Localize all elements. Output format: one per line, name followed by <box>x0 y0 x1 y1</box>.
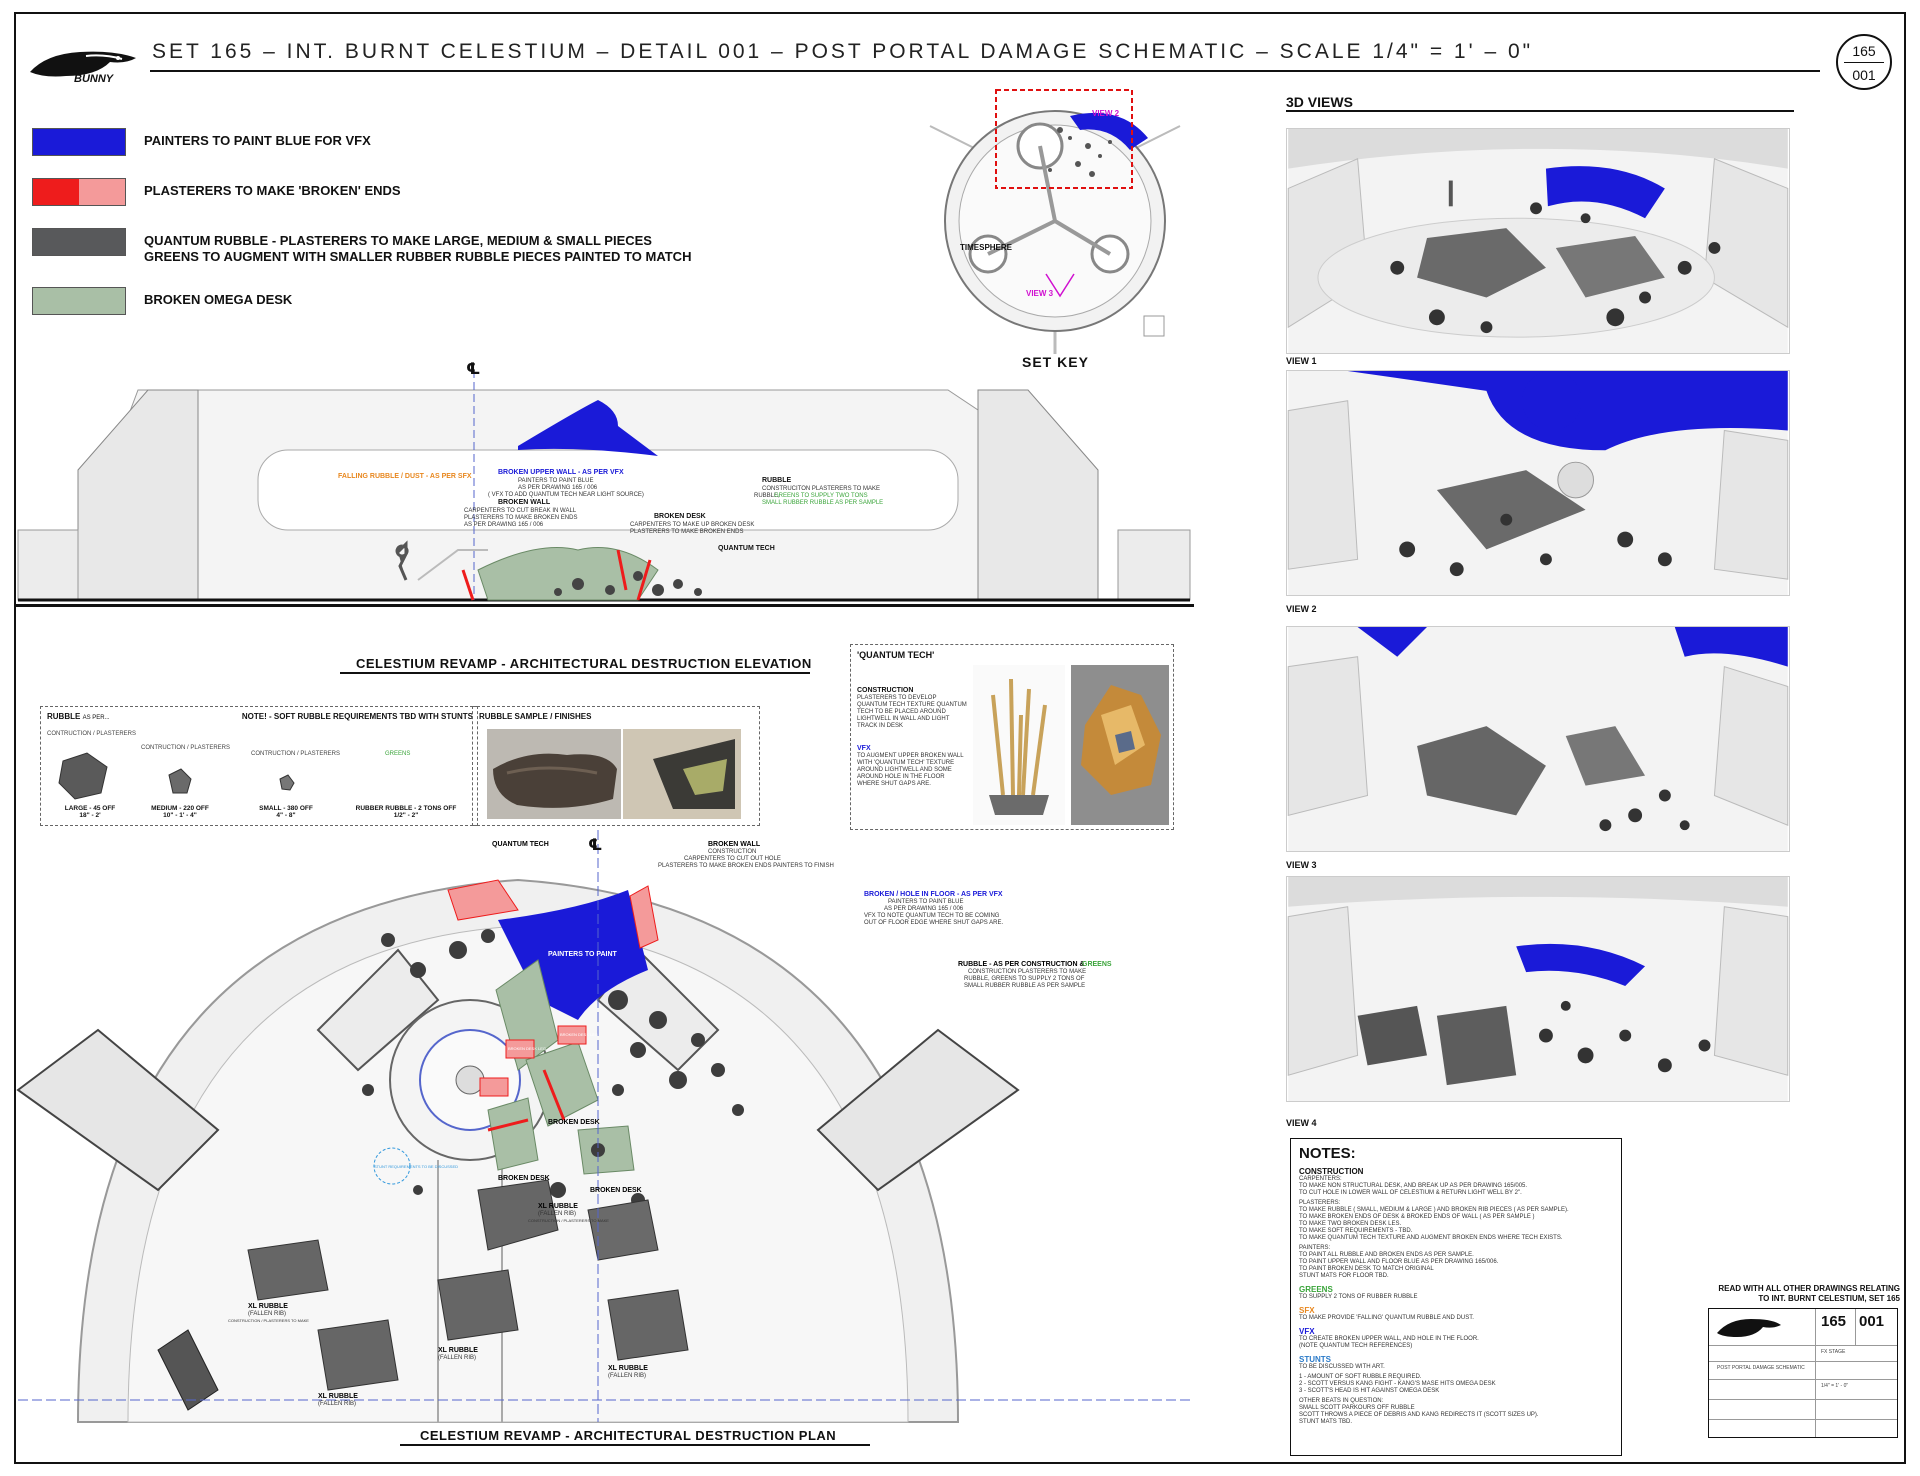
quantum-tech-vfx-heading: VFX <box>857 745 871 752</box>
quantum-tech-head: 'QUANTUM TECH' <box>857 650 935 660</box>
rubble-rubber-caption <box>341 805 471 819</box>
legend-label: PAINTERS TO PAINT BLUE FOR VFX <box>144 133 371 148</box>
rubble-sample-photo-2 <box>623 729 741 819</box>
notes-text: 2 - SCOTT VERSUS KANG FIGHT - KANG'S MASE HITS OMEGA DESK <box>1299 1381 1496 1387</box>
sheet-number: 165 <box>1852 43 1876 59</box>
plan-rubble-note: RUBBLE, GREENS TO SUPPLY 2 TONS OF <box>964 976 1085 982</box>
plan-broken-wall-note: CARPENTERS TO CUT OUT HOLE <box>684 856 781 862</box>
rubble-rubber-qty: RUBBER RUBBLE - 2 TONS OFF <box>355 805 457 812</box>
elevation-broken-wall-note: CARPENTERS TO CUT BREAK IN WALL <box>464 508 577 514</box>
view-2-render <box>1286 370 1790 596</box>
plan-broken-desk-label: BROKEN DESK <box>498 1175 550 1182</box>
sheet-title: SET 165 – INT. BURNT CELESTIUM – DETAIL 001 – POST PORTAL DAMAGE SCHEMATIC – SCALE 1/4" = 1' – 0" <box>152 40 1534 63</box>
elevation-upper-wall-note: ( VFX TO ADD QUANTUM TECH NEAR LIGHT SOURCE) <box>488 492 644 498</box>
title-block-stage: FX STAGE <box>1821 1349 1846 1355</box>
plan-broken-desk-label: BROKEN DESK <box>590 1187 642 1194</box>
view-2-label: VIEW 2 <box>1286 604 1317 614</box>
notes-text: 1 - AMOUNT OF SOFT RUBBLE REQUIRED. <box>1299 1374 1422 1380</box>
elevation-upper-wall-title: BROKEN UPPER WALL - AS PER VFX <box>498 469 624 476</box>
quantum-tech-vfx-text: TO AUGMENT UPPER BROKEN WALL WITH 'QUANTUM TECH' TEXTURE AROUND LIGHTWELL AND SOME AROUND HOLE IN THE FLOOR WHERE SHUT GAPS ARE. <box>857 753 964 787</box>
plan-xl-rubble-label: XL RUBBLE <box>438 1347 478 1354</box>
rubble-greens-sub: GREENS <box>385 751 411 757</box>
legend-label: PLASTERERS TO MAKE 'BROKEN' ENDS <box>144 183 401 198</box>
plan-title-underline <box>400 1444 870 1446</box>
rubble-small-caption <box>241 805 331 819</box>
legend-label: BROKEN OMEGA DESK <box>144 292 293 307</box>
sheet-sub-number: 001 <box>1852 67 1876 83</box>
plan-xl-rubble-label: XL RUBBLE <box>538 1203 578 1210</box>
rubble-small-qty: SMALL - 380 OFF <box>259 805 313 812</box>
set-key-view3-label: VIEW 3 <box>1026 289 1054 298</box>
rubble-panel-head-text: RUBBLE <box>47 712 81 721</box>
notes-text: PLASTERERS: <box>1299 1200 1341 1206</box>
quantum-tech-photo-1 <box>973 665 1065 825</box>
legend-item-vfx-blue <box>32 128 752 156</box>
rubble-large-caption <box>45 805 135 819</box>
rubble-panel-head <box>47 712 110 721</box>
plan-hole-note: OUT OF FLOOR EDGE WHERE SHUT GAPS ARE. <box>864 920 1004 926</box>
plan-desk-leg-label: BROKEN DESK LEG <box>560 1032 599 1037</box>
legend-swatch-grey <box>32 228 126 256</box>
legend-item-omega-desk <box>32 287 752 315</box>
plan-rubble-note: CONSTRUCTION PLASTERERS TO MAKE <box>968 969 1087 975</box>
quantum-tech-construction-heading: CONSTRUCTION <box>857 687 914 694</box>
plan-xl-sub: CONSTRUCTION / PLASTERERS TO MAKE <box>228 1318 309 1323</box>
plan-drawing <box>18 830 1190 1422</box>
title-underline <box>150 70 1820 72</box>
legend-item-broken-ends <box>32 178 752 206</box>
plan-xl-rubble-label: XL RUBBLE <box>248 1303 288 1310</box>
elevation-centerline-mark: ℄ <box>466 361 481 378</box>
legend-label: QUANTUM RUBBLE - PLASTERERS TO MAKE LARGE, MEDIUM & SMALL PIECES <box>144 233 652 248</box>
elevation-broken-wall-note: PLASTERERS TO MAKE BROKEN ENDS <box>464 515 578 521</box>
quantum-tech-panel <box>850 644 1174 830</box>
quantum-tech-construction-text: PLASTERERS TO DEVELOP QUANTUM TECH TEXTURE QUANTUM TECH TO BE PLACED AROUND LIGHTWELL IN WALL AND LIGHT TRACK IN DESK <box>857 695 967 729</box>
rubble-sample-head: RUBBLE SAMPLE / FINISHES <box>479 712 592 721</box>
plan-title: CELESTIUM REVAMP - ARCHITECTURAL DESTRUCTION PLAN <box>420 1428 837 1443</box>
notes-greens-heading: GREENS <box>1299 1285 1333 1294</box>
rubble-medium-sub: CONTRUCTION / PLASTERERS <box>141 745 231 751</box>
rubble-small-icon <box>277 773 297 793</box>
notes-text: TO SUPPLY 2 TONS OF RUBBER RUBBLE <box>1299 1294 1418 1300</box>
rubble-sample-photo-1 <box>487 729 621 819</box>
view-3-render <box>1286 626 1790 852</box>
notes-text: TO MAKE SOFT REQUIREMENTS - TBD. <box>1299 1228 1413 1234</box>
notes-text: SCOTT THROWS A PIECE OF DEBRIS AND KANG REDIRECTS IT (SCOTT SIZES UP). <box>1299 1412 1539 1418</box>
title-block-logo-icon <box>1715 1315 1785 1341</box>
rubble-medium-icon <box>165 767 195 797</box>
rubble-rubber-size: 1/2" - 2" <box>393 812 419 819</box>
view-4-label: VIEW 4 <box>1286 1118 1317 1128</box>
plan-hole-note: VFX TO NOTE QUANTUM TECH TO BE COMING <box>864 913 1000 919</box>
rubble-panel-note: NOTE! - SOFT RUBBLE REQUIREMENTS TBD WITH STUNTS <box>241 712 473 721</box>
elevation-broken-desk-note: CARPENTERS TO MAKE UP BROKEN DESK <box>630 522 755 528</box>
rubble-large-size: 18" - 2' <box>79 812 101 819</box>
elevation-title: CELESTIUM REVAMP - ARCHITECTURAL DESTRUCTION ELEVATION <box>356 656 812 671</box>
read-with-line-1: READ WITH ALL OTHER DRAWINGS RELATING <box>1718 1284 1900 1293</box>
notes-text: TO MAKE NON STRUCTURAL DESK, AND BREAK UP AS PER DRAWING 165/005. <box>1299 1183 1528 1189</box>
rubble-large-qty: LARGE - 45 OFF <box>64 805 116 812</box>
elevation-broken-desk-note: PLASTERERS TO MAKE BROKEN ENDS <box>630 529 744 535</box>
rubble-medium-qty: MEDIUM - 220 OFF <box>151 805 209 812</box>
quantum-tech-construction <box>857 687 967 730</box>
views-title-underline <box>1286 110 1794 112</box>
plan-xl-rubble-label: XL RUBBLE <box>608 1365 648 1372</box>
read-with-line-2: TO INT. BURNT CELESTIUM, SET 165 <box>1758 1294 1900 1303</box>
legend-swatch-green <box>32 287 126 315</box>
legend-swatch-blue <box>32 128 126 156</box>
set-key-timesphere-label: TIMESPHERE <box>960 243 1013 252</box>
plan-fallen-rib-label: (FALLEN RIB) <box>608 1373 647 1379</box>
plan-fallen-rib-label: (FALLEN RIB) <box>438 1355 477 1361</box>
title-block <box>1708 1308 1898 1438</box>
set-key-plan <box>920 86 1190 356</box>
plan-stunt-note: STUNT REQUIREMENTS TO BE DISCUSSED <box>374 1164 459 1169</box>
elevation-falling-rubble-label: FALLING RUBBLE / DUST - AS PER SFX <box>338 473 472 480</box>
view-3-label: VIEW 3 <box>1286 860 1317 870</box>
notes-text: TO CUT HOLE IN LOWER WALL OF CELESTIUM & RETURN LIGHT WELL BY 2". <box>1299 1190 1522 1196</box>
notes-text: TO PAINT BROKEN DESK TO MATCH ORIGINAL <box>1299 1266 1434 1272</box>
notes-construction-heading: CONSTRUCTION <box>1299 1167 1364 1176</box>
rubble-large-sub: CONTRUCTION / PLASTERERS <box>47 731 137 737</box>
bunny-logo-icon <box>26 46 146 84</box>
notes-vfx-heading: VFX <box>1299 1327 1315 1336</box>
notes-text: SMALL SCOTT PARKOURS OFF RUBBLE <box>1299 1405 1415 1411</box>
plan-rubble-title: RUBBLE - AS PER CONSTRUCTION & <box>958 961 1085 968</box>
views-title: 3D VIEWS <box>1286 94 1353 110</box>
elevation-title-underline <box>340 672 810 674</box>
legend <box>32 128 752 337</box>
notes-text: TO MAKE TWO BROKEN DESK LES. <box>1299 1221 1402 1227</box>
title-block-set-number: 165 <box>1821 1313 1847 1330</box>
notes-text: STUNT MATS TBD. <box>1299 1419 1353 1425</box>
notes-sfx-heading: SFX <box>1299 1306 1315 1315</box>
plan-rubble-greens: GREENS <box>1082 961 1112 968</box>
elevation-broken-wall-title: BROKEN WALL <box>498 499 551 506</box>
title-block-scale: 1/4" = 1' - 0" <box>1821 1383 1849 1389</box>
plan-xl-sub: CONSTRUCTION / PLASTERERS TO MAKE <box>528 1218 609 1223</box>
plan-painters-label: PAINTERS TO PAINT <box>548 951 617 958</box>
notes-text: (NOTE QUANTUM TECH REFERENCES) <box>1299 1343 1413 1349</box>
notes-text: 3 - SCOTT'S HEAD IS HIT AGAINST OMEGA DESK <box>1299 1388 1440 1394</box>
notes-text: TO MAKE BROKEN ENDS OF DESK & BROKED ENDS OF WALL ( AS PER SAMPLE ) <box>1299 1214 1535 1220</box>
elevation-rubble-title: RUBBLE <box>762 477 792 484</box>
read-with-note <box>1704 1284 1900 1304</box>
set-key-view2-label: VIEW 2 <box>1092 109 1120 118</box>
notes-text: CARPENTERS: <box>1299 1176 1342 1182</box>
plan-fallen-rib-label: (FALLEN RIB) <box>318 1401 357 1407</box>
plan-rubble-note: SMALL RUBBER RUBBLE AS PER SAMPLE <box>964 983 1086 989</box>
notes-text: TO PAINT UPPER WALL AND FLOOR BLUE AS PER DRAWING 165/006. <box>1299 1259 1499 1265</box>
elevation-rubble-greens-note: GREENS TO SUPPLY TWO TONS <box>774 493 868 499</box>
rubble-medium-caption <box>135 805 225 819</box>
elevation-upper-wall-note: PAINTERS TO PAINT BLUE <box>518 478 594 484</box>
plan-broken-wall-note: CONSTRUCTION <box>708 849 757 855</box>
plan-quantum-tech-label: QUANTUM TECH <box>492 841 549 848</box>
sheet-number-badge <box>1836 34 1892 90</box>
section-divider <box>14 604 1194 607</box>
elevation-broken-desk-title: BROKEN DESK <box>654 513 706 520</box>
title-block-description: POST PORTAL DAMAGE SCHEMATIC <box>1717 1365 1805 1371</box>
elevation-broken-wall-note: AS PER DRAWING 165 / 006 <box>464 522 544 528</box>
title-block-detail-number: 001 <box>1859 1313 1885 1330</box>
plan-broken-wall-note: PLASTERERS TO MAKE BROKEN ENDS PAINTERS TO FINISH <box>658 863 834 869</box>
legend-item-quantum-rubble <box>32 228 752 265</box>
plan-hole-note: AS PER DRAWING 165 / 006 <box>884 906 964 912</box>
view-1-render <box>1286 128 1790 354</box>
notes-text: TO MAKE QUANTUM TECH TEXTURE AND AUGMENT BROKEN ENDS WHERE TECH EXISTS. <box>1299 1235 1563 1241</box>
rubble-panel-head-sub: AS PER... <box>82 715 110 721</box>
legend-label-2: GREENS TO AUGMENT WITH SMALLER RUBBER RUBBLE PIECES PAINTED TO MATCH <box>144 249 692 264</box>
elevation-rubble-greens-note: SMALL RUBBER RUBBLE AS PER SAMPLE <box>762 500 884 506</box>
quantum-tech-vfx <box>857 745 967 788</box>
notes-title: NOTES: <box>1299 1145 1356 1162</box>
notes-text: STUNT MATS FOR FLOOR TBD. <box>1299 1273 1389 1279</box>
plan-hole-note: PAINTERS TO PAINT BLUE <box>888 899 964 905</box>
view-4-render <box>1286 876 1790 1102</box>
elevation-rubble-note: CONSTRUCITON PLASTERERS TO MAKE <box>762 486 881 492</box>
plan-centerline-mark: ℄ <box>588 837 603 854</box>
view-1-label: VIEW 1 <box>1286 356 1317 366</box>
plan-fallen-rib-label: (FALLEN RIB) <box>248 1311 287 1317</box>
elevation-upper-wall-note: AS PER DRAWING 165 / 006 <box>518 485 598 491</box>
legend-swatch-red <box>32 178 126 206</box>
logo-text: BUNNY <box>74 73 114 85</box>
plan-xl-rubble-label: XL RUBBLE <box>318 1393 358 1400</box>
elevation-rubble-note: RUBBLE, <box>754 493 780 499</box>
plan-broken-desk-label: BROKEN DESK <box>548 1119 600 1126</box>
notes-text: TO CREATE BROKEN UPPER WALL, AND HOLE IN THE FLOOR. <box>1299 1336 1479 1342</box>
plan-fallen-rib-label: (FALLEN RIB) <box>538 1211 577 1217</box>
rubble-medium-size: 10" - 1' - 4" <box>163 812 197 819</box>
set-key-title: SET KEY <box>1022 354 1089 370</box>
plan-desk-leg-label: BROKEN DESK LEG <box>508 1046 547 1051</box>
notes-text: PAINTERS: <box>1299 1245 1331 1251</box>
notes-text: TO MAKE RUBBLE ( SMALL, MEDIUM & LARGE ) AND BROKEN RIB PIECES ( AS PER SAMPLE). <box>1299 1207 1569 1213</box>
notes-panel <box>1290 1138 1622 1456</box>
notes-text: TO BE DISCUSSED WITH ART. <box>1299 1364 1385 1370</box>
plan-hole-title: BROKEN / HOLE IN FLOOR - AS PER VFX <box>864 891 1003 898</box>
rubble-large-icon <box>55 751 115 801</box>
plan-broken-wall-title: BROKEN WALL <box>708 841 761 848</box>
rubble-small-sub: CONTRUCTION / PLASTERERS <box>251 751 341 757</box>
rubble-panel <box>40 706 478 826</box>
notes-text: TO MAKE PROVIDE 'FALLING' QUANTUM RUBBLE AND DUST. <box>1299 1315 1474 1321</box>
notes-text: TO PAINT ALL RUBBLE AND BROKEN ENDS AS PER SAMPLE. <box>1299 1252 1474 1258</box>
notes-text: OTHER BEATS IN QUESTION: <box>1299 1398 1384 1404</box>
notes-stunts-heading: STUNTS <box>1299 1355 1331 1364</box>
quantum-tech-photo-2 <box>1071 665 1169 825</box>
rubble-small-size: 4" - 8" <box>276 812 296 819</box>
elevation-quantum-tech-label: QUANTUM TECH <box>718 545 775 552</box>
rubble-sample-panel <box>472 706 760 826</box>
